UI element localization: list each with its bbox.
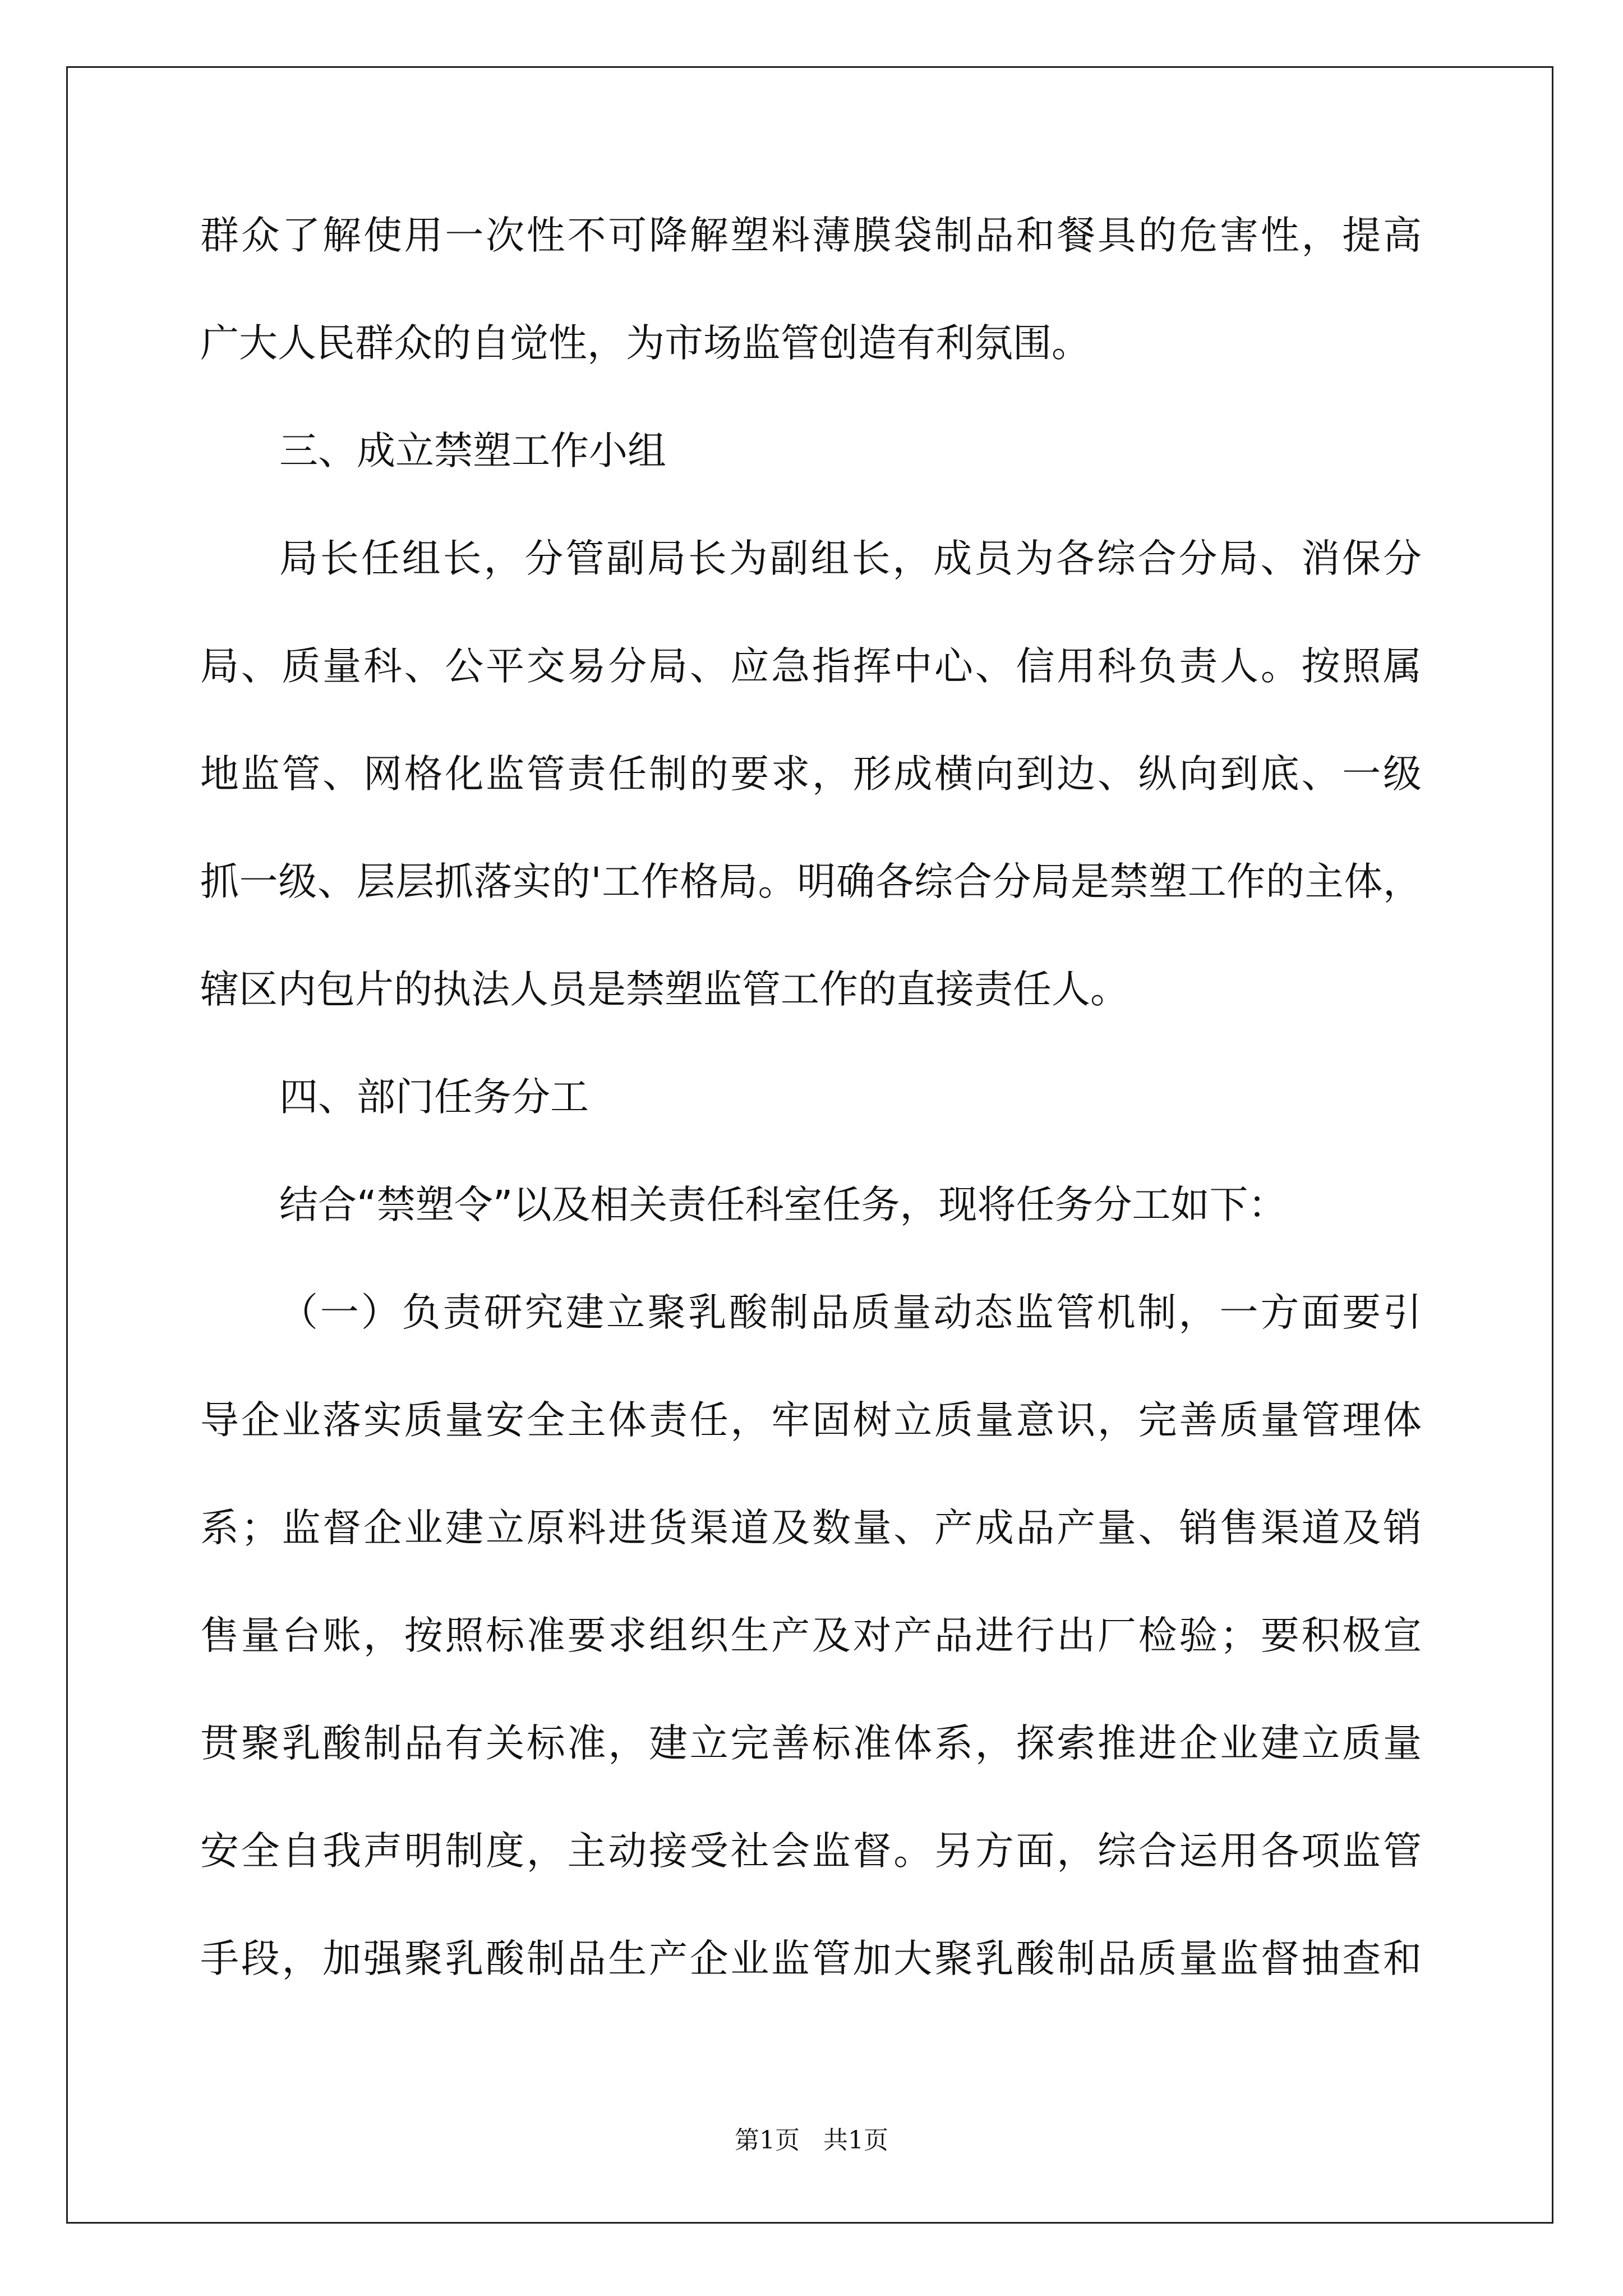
body-line-7: 抓一级、层层抓落实的'工作格局。明确各综合分局是禁塑工作的主体， [200,859,1422,904]
body-line-6: 地监管、网格化监管责任制的要求，形成横向到边、纵向到底、一级 [200,752,1422,797]
section-heading-3: 三、成立禁塑工作小组 [279,429,666,473]
body-line-2: 广大人民群众的自觉性，为市场监管创造有利氛围。 [200,321,1090,366]
body-line-8: 辖区内包片的执法人员是禁塑监管工作的直接责任人。 [200,967,1129,1012]
page-border [66,66,1553,2224]
page-footer [0,2125,1623,2156]
body-line-1: 群众了解使用一次性不可降解塑料薄膜袋制品和餐具的危害性，提高 [200,213,1422,258]
body-line-16: 安全自我声明制度，主动接受社会监督。另方面，综合运用各项监管 [200,1829,1422,1874]
body-line-4: 局长任组长，分管副局长为副组长，成员为各综合分局、消保分 [279,536,1422,581]
body-line-15: 贯聚乳酸制品有关标准，建立完善标准体系，探索推进企业建立质量 [200,1721,1422,1766]
page-number-text: 第1页 共1页 [735,2126,888,2155]
body-line-14: 售量台账，按照标准要求组织生产及对产品进行出厂检验；要积极宣 [200,1613,1422,1658]
body-line-10: 结合“禁塑令”以及相关责任科室任务，现将任务分工如下： [279,1182,1287,1227]
body-line-5: 局、质量科、公平交易分局、应急指挥中心、信用科负责人。按照属 [200,644,1422,689]
body-line-12: 导企业落实质量安全主体责任，牢固树立质量意识，完善质量管理体 [200,1398,1422,1443]
section-heading-4: 四、部门任务分工 [279,1075,589,1120]
body-line-13: 系；监督企业建立原料进货渠道及数量、产成品产量、销售渠道及销 [200,1506,1422,1550]
body-line-11: （一）负责研究建立聚乳酸制品质量动态监管机制，一方面要引 [279,1290,1422,1335]
body-line-17: 手段，加强聚乳酸制品生产企业监管加大聚乳酸制品质量监督抽查和 [200,1936,1422,1981]
